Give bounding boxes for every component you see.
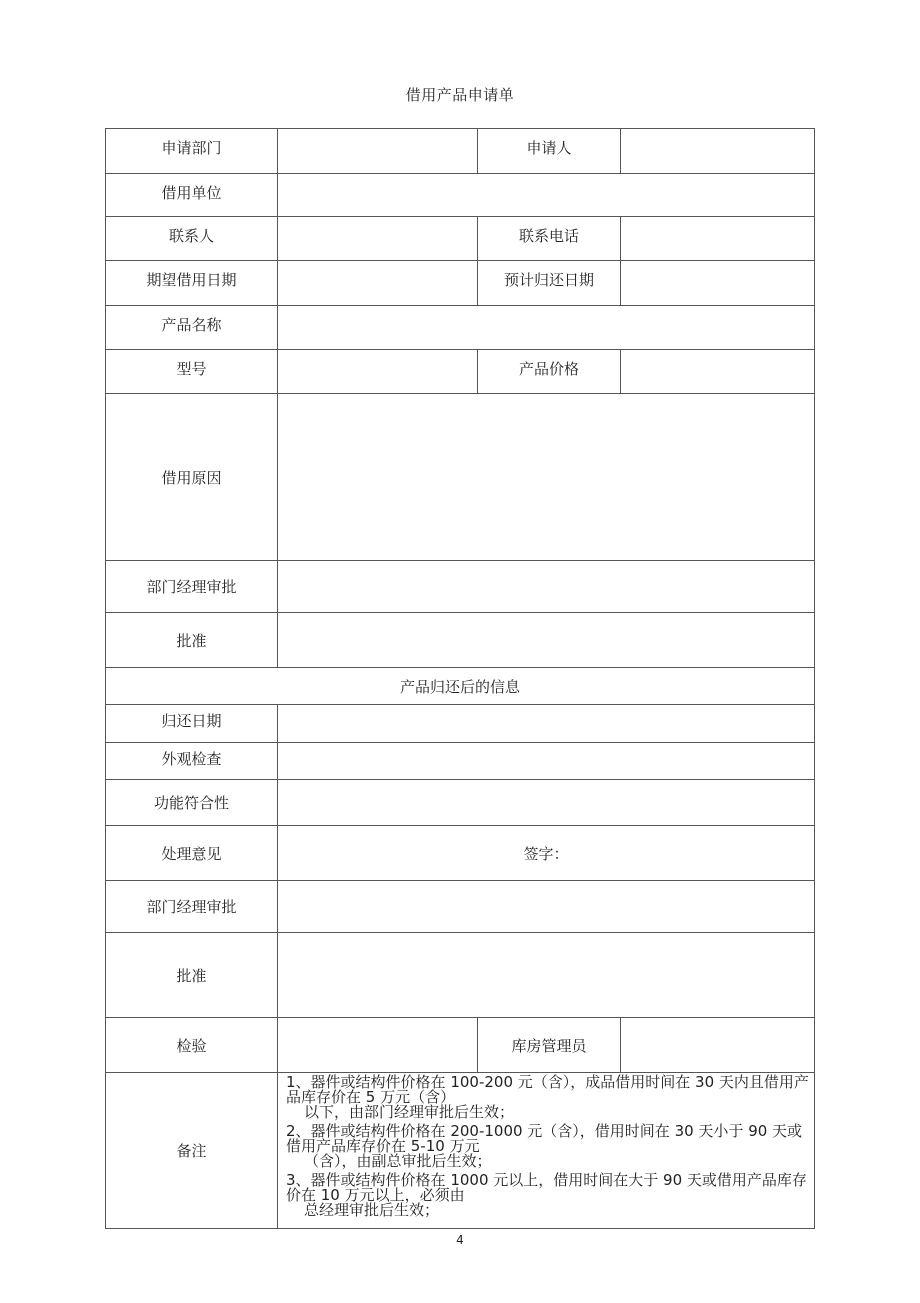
- product-name-field[interactable]: [278, 306, 815, 350]
- inspection-field[interactable]: [278, 1018, 478, 1073]
- return-approve-field[interactable]: [278, 933, 815, 1018]
- remark-line: 3、器件或结构件价格在 1000 元以上，借用时间在大于 90 天或借用产品库存价在 10 万元以上，必须由: [286, 1171, 807, 1204]
- expected-date-field[interactable]: [278, 261, 478, 306]
- remark-item: [286, 1173, 810, 1218]
- return-section-header: 产品归还后的信息: [106, 668, 815, 705]
- inspection-label: 检验: [106, 1018, 278, 1073]
- model-field[interactable]: [278, 350, 478, 394]
- dept-manager-approval-label: 部门经理审批: [106, 561, 278, 613]
- function-check-label: 功能符合性: [106, 780, 278, 826]
- return-dept-manager-approval-label: 部门经理审批: [106, 881, 278, 933]
- opinion-label: 处理意见: [106, 826, 278, 881]
- reason-field[interactable]: [278, 394, 815, 561]
- remark-line: 2、器件或结构件价格在 200-1000 元（含），借用时间在 30 天小于 90 天或借用产品库存价在 5-10 万元: [286, 1122, 803, 1155]
- borrow-unit-field[interactable]: [278, 174, 815, 217]
- expected-date-label: 期望借用日期: [106, 261, 278, 306]
- warehouse-manager-label: 库房管理员: [478, 1018, 621, 1073]
- borrow-application-form: [105, 128, 815, 1229]
- remark-line: 1、器件或结构件价格在 100-200 元（含），成品借用时间在 30 天内且借用产品库存价在 5 万元（含）: [286, 1073, 809, 1106]
- return-date-label: 预计归还日期: [478, 261, 621, 306]
- appearance-check-label: 外观检查: [106, 743, 278, 780]
- borrow-unit-label: 借用单位: [106, 174, 278, 217]
- actual-return-date-label: 归还日期: [106, 705, 278, 743]
- dept-field[interactable]: [278, 129, 478, 174]
- phone-field[interactable]: [621, 217, 815, 261]
- function-check-field[interactable]: [278, 780, 815, 826]
- return-approve-label: 批准: [106, 933, 278, 1018]
- contact-field[interactable]: [278, 217, 478, 261]
- actual-return-date-field[interactable]: [278, 705, 815, 743]
- approve-field[interactable]: [278, 613, 815, 668]
- form-title: 借用产品申请单: [405, 86, 515, 104]
- remark-line-cont: （含），由副总审批后生效；: [304, 1152, 492, 1170]
- page-number: 4: [456, 1233, 464, 1247]
- price-field[interactable]: [621, 350, 815, 394]
- dept-label: 申请部门: [106, 129, 278, 174]
- applicant-label: 申请人: [478, 129, 621, 174]
- dept-manager-approval-field[interactable]: [278, 561, 815, 613]
- price-label: 产品价格: [478, 350, 621, 394]
- signature-field[interactable]: [278, 826, 815, 881]
- product-name-label: 产品名称: [106, 306, 278, 350]
- remark-item: [286, 1124, 810, 1169]
- remark-item: [286, 1075, 810, 1120]
- remark-line-cont: 以下，由部门经理审批后生效；: [304, 1103, 515, 1121]
- remarks-label: 备注: [106, 1073, 278, 1229]
- reason-label: 借用原因: [106, 394, 278, 561]
- remark-line-cont: 总经理审批后生效；: [304, 1201, 440, 1219]
- appearance-check-field[interactable]: [278, 743, 815, 780]
- approve-label: 批准: [106, 613, 278, 668]
- signature-label: 签字：: [523, 844, 569, 863]
- applicant-field[interactable]: [621, 129, 815, 174]
- return-date-field[interactable]: [621, 261, 815, 306]
- return-dept-manager-approval-field[interactable]: [278, 881, 815, 933]
- warehouse-manager-field[interactable]: [621, 1018, 815, 1073]
- contact-label: 联系人: [106, 217, 278, 261]
- phone-label: 联系电话: [478, 217, 621, 261]
- model-label: 型号: [106, 350, 278, 394]
- remarks-content: [278, 1073, 815, 1229]
